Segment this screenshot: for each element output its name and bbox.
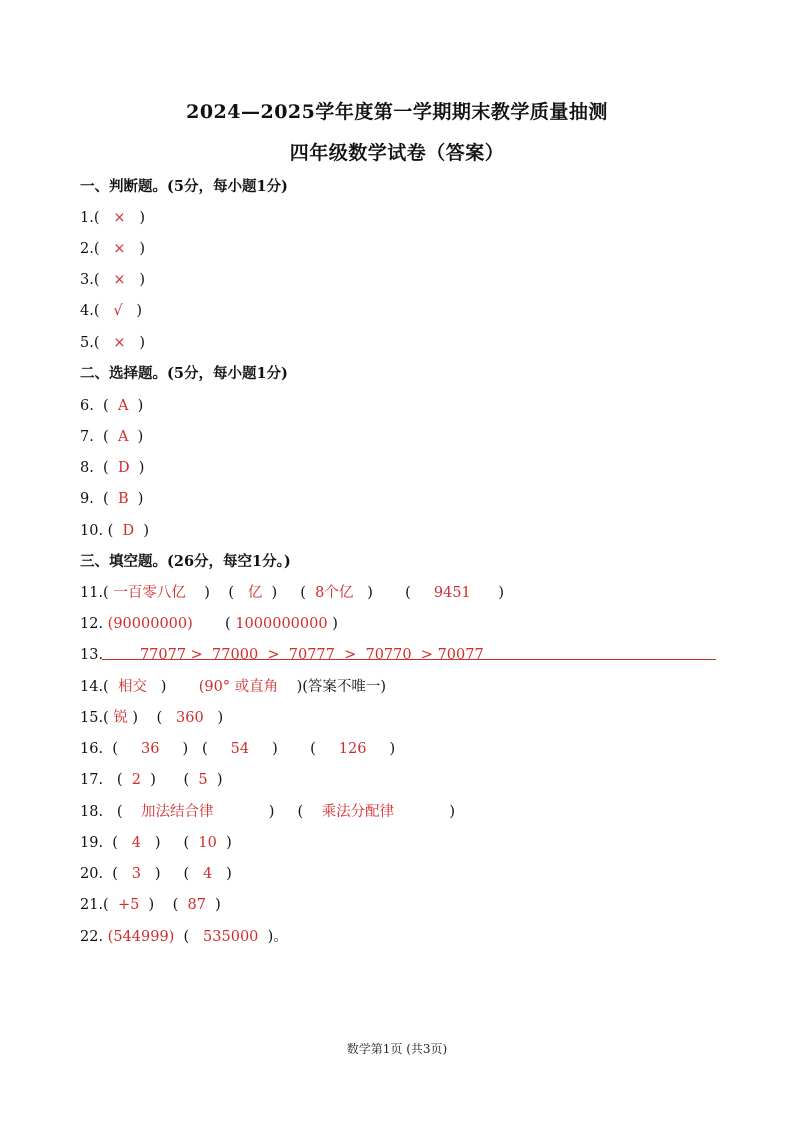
choice-item-6: 6. ( A ) (80, 398, 144, 414)
judge-item-2: 2.( × ) (80, 241, 145, 257)
judge-item-4: 4.( √ ) (80, 303, 143, 319)
fill-item-15: 15.( 锐 ) ( 360 ) (80, 710, 224, 726)
section-fill-heading: 三、填空题。(26分，每空1分。) (80, 553, 291, 570)
section-choice-heading: 二、选择题。(5分，每小题1分) (80, 365, 288, 382)
choice-item-7: 7. ( A ) (80, 429, 144, 445)
fill-item-12: 12. (90000000) ( 1000000000 ) (80, 616, 338, 632)
title-line-2: 四年级数学试卷（答案） (289, 142, 505, 164)
choice-item-10: 10. ( D ) (80, 523, 150, 539)
fill-item-14: 14.( 相交 ) (90° 或直角 )(答案不唯一) (80, 679, 387, 695)
fill-item-11: 11.( 一百零八亿 ) ( 亿 ) ( 8个亿 ) ( 9451 ) (80, 585, 505, 601)
section-judge-heading: 一、判断题。(5分，每小题1分) (80, 178, 288, 195)
fill-item-17: 17. ( 2 ) ( 5 ) (80, 772, 223, 788)
title-line-1: 2024—2025学年度第一学期期末教学质量抽测 (186, 101, 608, 123)
fill-item-13-underline (102, 659, 716, 660)
page-footer: 数学第1页 (共3页) (346, 1042, 448, 1056)
choice-item-8: 8. ( D ) (80, 460, 145, 476)
judge-item-3: 3.( × ) (80, 272, 145, 288)
fill-item-16: 16. ( 36 ) ( 54 ) ( 126 ) (80, 741, 396, 757)
fill-item-21: 21.( +5 ) ( 87 ) (80, 897, 221, 913)
fill-item-22: 22. (544999) ( 535000 )。 (80, 929, 288, 945)
fill-item-20: 20. ( 3 ) ( 4 ) (80, 866, 232, 882)
judge-item-5: 5.( × ) (80, 335, 145, 351)
fill-item-19: 19. ( 4 ) ( 10 ) (80, 835, 232, 851)
judge-item-1: 1.( × ) (80, 210, 145, 226)
fill-item-18: 18. ( 加法结合律 ) ( 乘法分配律 ) (80, 804, 456, 820)
choice-item-9: 9. ( B ) (80, 491, 144, 507)
fill-item-13: 13. 77077 > 77000 > 70777 > 70770 > 70077 (80, 647, 484, 663)
